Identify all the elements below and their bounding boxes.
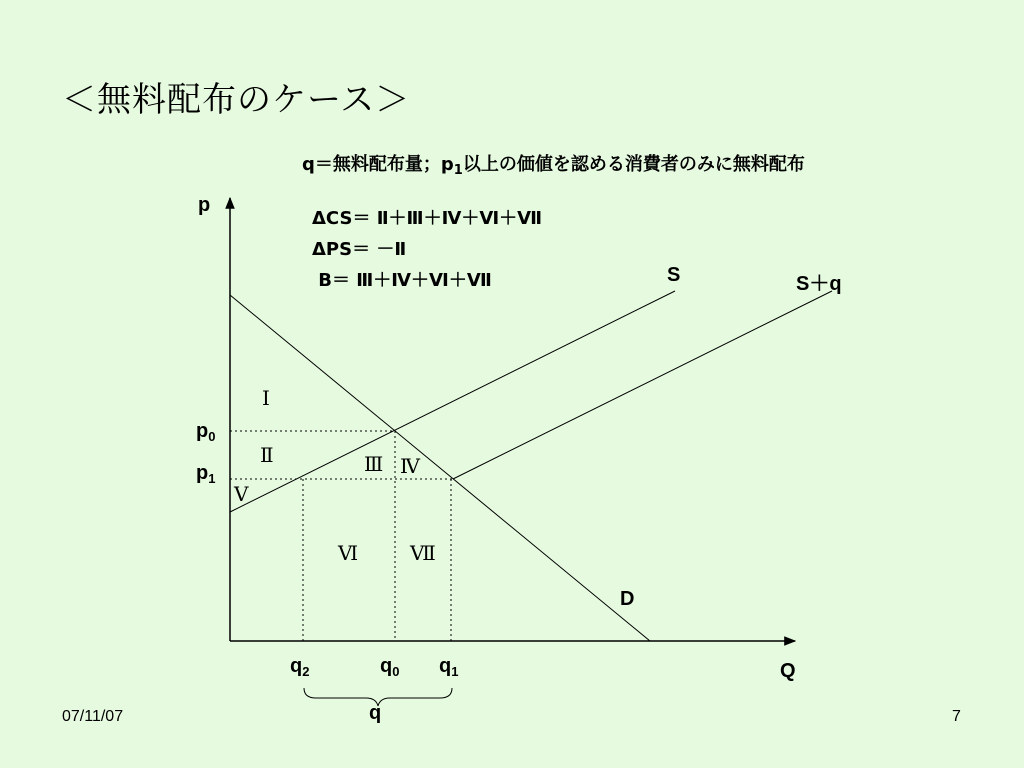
note-suffix: 以上の価値を認める消費者のみに無料配布 <box>462 154 805 175</box>
note-subscript: 1 <box>453 163 463 178</box>
region-6: Ⅵ <box>338 541 359 565</box>
demand-label: D <box>620 588 635 610</box>
delta-ps-equation: ΔPS＝ －Ⅱ <box>312 239 407 260</box>
x-axis-label: Q <box>780 660 796 682</box>
region-5: Ⅴ <box>234 482 249 506</box>
demand-curve <box>230 295 650 641</box>
supply-shifted-label: S＋q <box>796 273 842 295</box>
footer-page-number: 7 <box>952 708 961 725</box>
region-3: Ⅲ <box>364 452 384 476</box>
slide-title: ＜無料配布のケース＞ <box>62 80 411 120</box>
region-4: Ⅳ <box>400 454 420 478</box>
benefit-equation: B＝ Ⅲ＋Ⅳ＋Ⅵ＋Ⅶ <box>312 270 492 291</box>
footer-date: 07/11/07 <box>62 708 124 725</box>
region-7: Ⅶ <box>410 541 436 565</box>
price-label-p0: $p_0$ <box>196 420 216 444</box>
region-1: Ⅰ <box>262 386 270 410</box>
y-axis-label: p <box>198 194 211 216</box>
supply-label: S <box>667 264 681 286</box>
note-prefix: q＝無料配布量；p <box>302 154 454 175</box>
quantity-label-q2: $q_2$ <box>290 655 310 679</box>
quantity-label-q0: $q_0$ <box>380 655 400 679</box>
delta-cs-equation: ΔCS＝ Ⅱ＋Ⅲ＋Ⅳ＋Ⅵ＋Ⅶ <box>312 208 543 229</box>
quantity-label-q1: $q_1$ <box>439 655 459 679</box>
region-2: Ⅱ <box>260 443 274 467</box>
brace-label: q <box>369 702 382 724</box>
price-label-p1: $p_1$ <box>196 462 216 486</box>
supply-shifted-curve <box>453 291 832 479</box>
